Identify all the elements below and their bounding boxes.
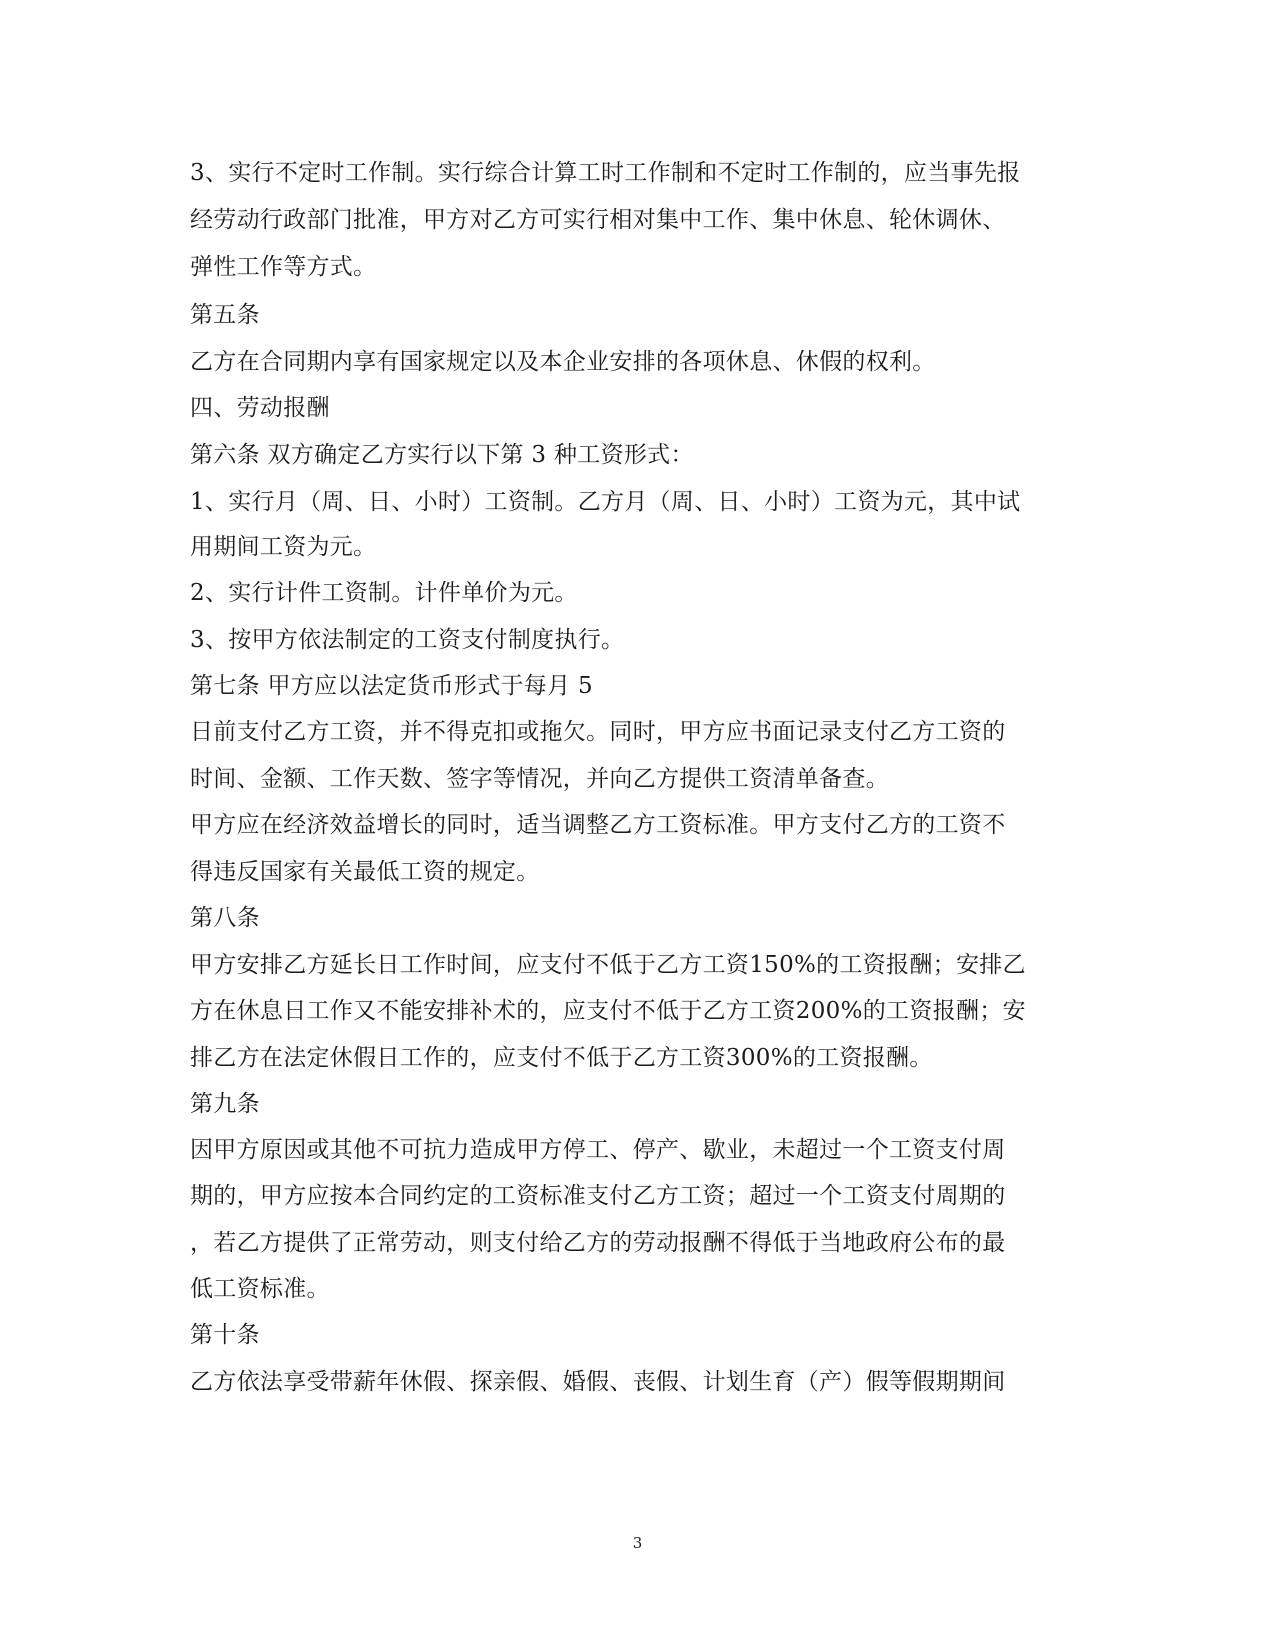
article-heading: 第八条 — [190, 905, 260, 931]
text-line: 3、按甲方依法制定的工资支付制度执行。 — [190, 627, 625, 653]
text-line: 因甲方原因或其他不可抗力造成甲方停工、停产、歇业，未超过一个工资支付周 — [190, 1137, 1006, 1163]
text-line: 甲方安排乙方延长日工作时间，应支付不低于乙方工资150%的工资报酬；安排乙 — [190, 952, 1026, 978]
article-heading: 第九条 — [190, 1091, 260, 1117]
article-heading: 第七条 甲方应以法定货币形式于每月 5 — [190, 673, 593, 699]
text-line: 排乙方在法定休假日工作的，应支付不低于乙方工资300%的工资报酬。 — [190, 1045, 933, 1071]
text-line: 日前支付乙方工资，并不得克扣或拖欠。同时，甲方应书面记录支付乙方工资的 — [190, 719, 1006, 745]
text-line: 时间、金额、工作天数、签字等情况，并向乙方提供工资清单备查。 — [190, 766, 889, 792]
text-line: 1、实行月（周、日、小时）工资制。乙方月（周、日、小时）工资为元，其中试 — [190, 489, 1021, 515]
text-line: 得违反国家有关最低工资的规定。 — [190, 859, 540, 885]
text-line: 弹性工作等方式。 — [190, 254, 377, 280]
text-line: 期的，甲方应按本合同约定的工资标准支付乙方工资；超过一个工资支付周期的 — [190, 1183, 1006, 1209]
text-line: 低工资标准。 — [190, 1276, 330, 1302]
text-line: 用期间工资为元。 — [190, 534, 377, 560]
page-number: 3 — [632, 1534, 643, 1552]
text-line: 乙方在合同期内享有国家规定以及本企业安排的各项休息、休假的权利。 — [190, 349, 936, 375]
text-line: 3、实行不定时工作制。实行综合计算工时工作制和不定时工作制的，应当事先报 — [190, 160, 1021, 186]
text-line: 2、实行计件工资制。计件单价为元。 — [190, 580, 578, 606]
text-line: 乙方依法享受带薪年休假、探亲假、婚假、丧假、计划生育（产）假等假期期间 — [190, 1369, 1006, 1395]
text-line: ，若乙方提供了正常劳动，则支付给乙方的劳动报酬不得低于当地政府公布的最 — [190, 1230, 1006, 1256]
section-heading: 四、劳动报酬 — [190, 395, 330, 421]
text-line: 甲方应在经济效益增长的同时，适当调整乙方工资标准。甲方支付乙方的工资不 — [190, 812, 1006, 838]
article-heading: 第六条 双方确定乙方实行以下第 3 种工资形式： — [190, 442, 694, 468]
article-heading: 第五条 — [190, 302, 260, 328]
text-line: 方在休息日工作又不能安排补术的，应支付不低于乙方工资200%的工资报酬；安 — [190, 998, 1026, 1024]
text-line: 经劳动行政部门批准，甲方对乙方可实行相对集中工作、集中休息、轮休调休、 — [190, 207, 1006, 233]
article-heading: 第十条 — [190, 1322, 260, 1348]
